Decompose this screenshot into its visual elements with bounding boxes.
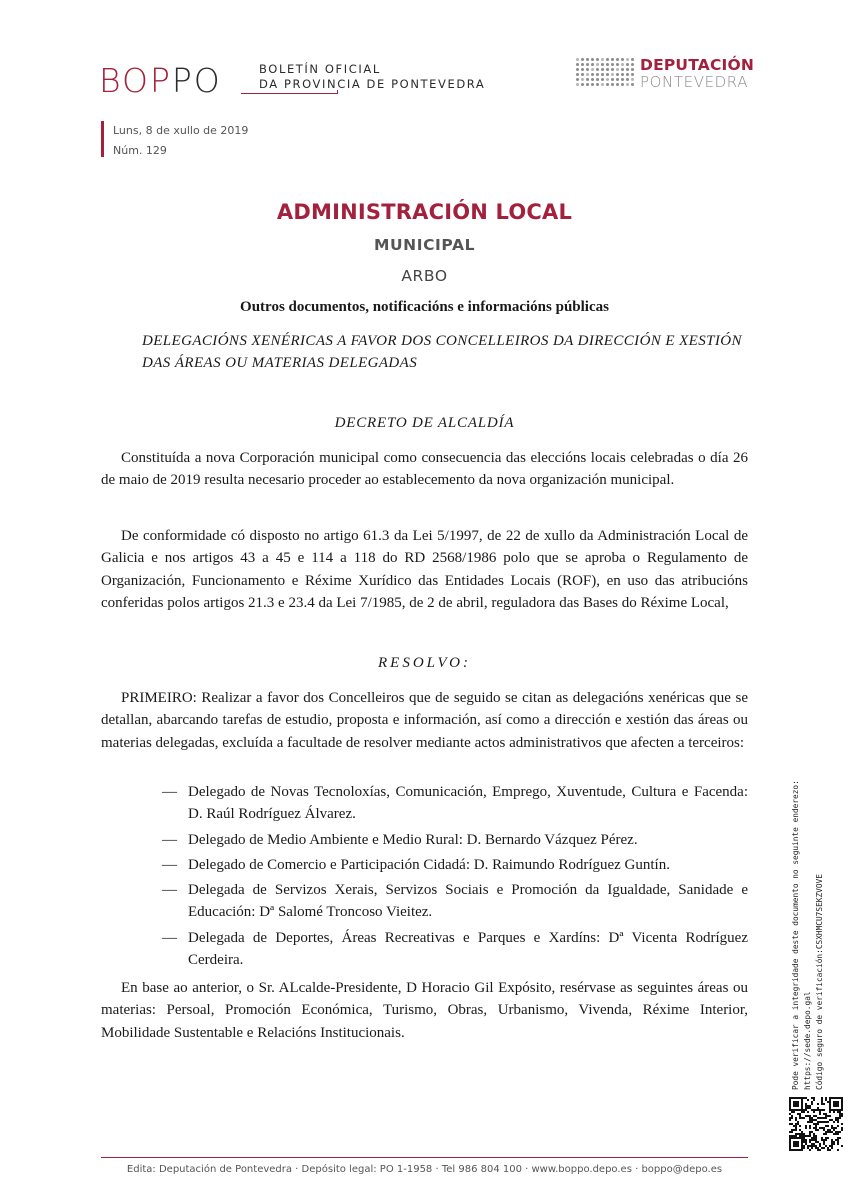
dash-marker: — — [162, 784, 177, 800]
dash-marker: — — [162, 831, 177, 848]
boppo-logo — [99, 60, 222, 100]
logo-dot — [616, 78, 619, 81]
logo-dot — [631, 83, 634, 86]
logo-bop-text: BOP — [99, 60, 172, 100]
logo-dot — [586, 83, 589, 86]
logo-dot — [576, 58, 579, 61]
logo-dot — [581, 83, 584, 86]
logo-dot — [591, 68, 594, 71]
issue-date: Luns, 8 de xullo de 2019 — [113, 124, 249, 137]
logo-dot — [626, 78, 629, 81]
logo-dot — [621, 63, 624, 66]
logo-dot — [601, 68, 604, 71]
logo-dot — [591, 58, 594, 61]
bulletin-line-2: DA PROVINCIA DE PONTEVEDRA — [259, 77, 486, 91]
logo-dot — [631, 78, 634, 81]
logo-dot — [606, 68, 609, 71]
paragraph-4: En base ao anterior, o Sr. ALcalde-Presidente, D Horacio Gil Expósito, resérvase as seguintes áreas ou materias: Persoal, Promoción Económica, Turismo, Obras, Urbanismo, Vivenda, Réxime Interior, Mobilidade Sustentable e Relacións Institucionais. — [101, 980, 748, 1041]
document-title-line-1: DELEGACIÓNS XENÉRICAS A FAVOR DOS CONCELLEIROS DA DIRECCIÓN E XESTIÓN — [142, 333, 742, 349]
logo-dot — [631, 68, 634, 71]
logo-dot — [631, 63, 634, 66]
verification-url[interactable]: https://sede.depo.gal — [803, 991, 812, 1090]
list-item — [162, 829, 748, 851]
logo-dot — [616, 58, 619, 61]
logo-dot — [621, 68, 624, 71]
logo-dot — [611, 83, 614, 86]
logo-dot — [611, 58, 614, 61]
logo-dot — [631, 58, 634, 61]
logo-dot — [586, 58, 589, 61]
delegate-text: Delegada de Deportes, Áreas Recreativas e Parques e Xardíns: Dª Vicenta Rodríguez Cerdeira. — [188, 929, 748, 969]
dash-marker: — — [162, 929, 177, 946]
category-title: Outros documentos, notificacións e informacións públicas — [240, 299, 609, 315]
delegate-text: Delegado de Novas Tecnoloxías, Comunicación, Emprego, Xuventude, Cultura e Facenda: D. Raúl Rodríguez Álvarez. — [188, 784, 748, 823]
logo-dot — [601, 58, 604, 61]
logo-dot — [601, 73, 604, 76]
logo-dot — [596, 73, 599, 76]
logo-dot — [576, 63, 579, 66]
logo-dot — [596, 58, 599, 61]
logo-dot — [611, 63, 614, 66]
logo-dot — [581, 63, 584, 66]
footer-text: Edita: Deputación de Pontevedra · Depósito legal: PO 1-1958 · Tel 986 804 100 · www.boppo.depo.es · boppo@depo.es — [126, 1164, 723, 1175]
logo-dot — [576, 83, 579, 86]
footer-divider — [101, 1157, 748, 1158]
section-title: ADMINISTRACIÓN LOCAL — [276, 200, 573, 224]
logo-dot — [591, 83, 594, 86]
logo-dot — [591, 78, 594, 81]
bulletin-line-1: BOLETÍN OFICIAL — [259, 62, 381, 76]
municipality-title: ARBO — [401, 267, 448, 285]
verification-code: Código seguro de verificación:CSXHMCU7SEKZVOVE — [815, 874, 824, 1090]
logo-dot — [601, 78, 604, 81]
bulletin-name — [259, 62, 485, 92]
logo-dot — [586, 68, 589, 71]
logo-dot — [606, 63, 609, 66]
logo-dot — [586, 73, 589, 76]
logo-dot — [596, 83, 599, 86]
meta-accent-bar — [101, 121, 104, 157]
logo-dot — [616, 68, 619, 71]
logo-dot — [596, 78, 599, 81]
logo-dot — [611, 78, 614, 81]
delegate-text: Delegado de Comercio e Participación Cidadá: D. Raimundo Rodríguez Guntín. — [188, 856, 670, 873]
logo-dot — [581, 58, 584, 61]
logo-dot — [611, 68, 614, 71]
deputation-logo-icon — [576, 58, 634, 90]
decree-heading: DECRETO DE ALCALDÍA — [334, 415, 515, 431]
delegates-list — [162, 781, 748, 974]
list-item — [162, 927, 748, 972]
dash-marker: — — [162, 856, 177, 873]
logo-dot — [591, 73, 594, 76]
logo-dot — [581, 78, 584, 81]
delegate-text: Delegada de Servizos Xerais, Servizos Sociais e Promoción da Igualdade, Sanidade e Educación: Dª Salomé Troncoso Vieitez. — [188, 882, 748, 921]
logo-dot — [601, 83, 604, 86]
list-item — [162, 781, 748, 826]
logo-dot — [626, 73, 629, 76]
logo-dot — [621, 58, 624, 61]
logo-dot — [581, 68, 584, 71]
logo-dot — [616, 73, 619, 76]
verification-line-1: Pode verificar a integridade deste documento no seguinte enderezo: — [791, 780, 800, 1090]
logo-dot — [591, 63, 594, 66]
logo-dot — [621, 78, 624, 81]
logo-dot — [631, 73, 634, 76]
logo-dot — [576, 78, 579, 81]
logo-dot — [601, 63, 604, 66]
delegate-text: Delegado de Medio Ambiente e Medio Rural: D. Bernardo Vázquez Pérez. — [188, 831, 638, 848]
deputation-title: DEPUTACIÓN — [640, 56, 755, 74]
paragraph-1: Constituída a nova Corporación municipal como consecuencia das eleccións locais celebradas o día 26 de maio de 2019 resulta necesario proceder ao establecemento da nova organización municipal. — [101, 450, 748, 489]
qr-code-icon — [789, 1097, 843, 1151]
resolvo-heading: RESOLVO: — [378, 655, 471, 671]
issue-meta — [113, 121, 248, 161]
verification-text — [790, 780, 826, 1090]
issue-number: Núm. 129 — [113, 144, 167, 157]
document-title-line-2: DAS ÁREAS OU MATERIAS DELEGADAS — [142, 355, 418, 371]
logo-dot — [581, 73, 584, 76]
logo-dot — [606, 73, 609, 76]
logo-dot — [616, 83, 619, 86]
list-item — [162, 879, 748, 924]
logo-dot — [626, 83, 629, 86]
logo-dot — [586, 78, 589, 81]
logo-dot — [576, 73, 579, 76]
logo-dot — [621, 83, 624, 86]
document-title — [142, 330, 742, 374]
paragraph-2: De conformidade có disposto no artigo 61.3 da Lei 5/1997, de 22 de xullo da Administración Local de Galicia e nos artigos 43 a 45 e 114 a 118 do RD 2568/1986 polo que se aproba o Regulamento de Organización, Funcionamento e Réxime Xurídico das Entidades Locais (ROF), en uso das atribucións conferidas polos artigos 21.3 e 23.4 da Lei 7/1985, de 2 de abril, reguladora das Bases do Réxime Local, — [101, 528, 748, 611]
logo-dot — [626, 68, 629, 71]
logo-dot — [586, 63, 589, 66]
logo-dot — [626, 63, 629, 66]
logo-dot — [611, 73, 614, 76]
logo-dot — [626, 58, 629, 61]
logo-po-text: PO — [171, 60, 222, 100]
subsection-title: MUNICIPAL — [373, 236, 476, 254]
logo-dot — [621, 73, 624, 76]
logo-dot — [596, 63, 599, 66]
logo-dot — [606, 83, 609, 86]
deputation-subtitle: PONTEVEDRA — [640, 73, 749, 91]
list-item — [162, 854, 748, 876]
paragraph-3: PRIMEIRO: Realizar a favor dos Concelleiros que de seguido se citan as delegacións xenéricas que se detallan, abarcando tarefas de estudio, proposta e información, así como a dirección e xestión das áreas ou materias delegadas, excluída a facultade de resolver mediante actos administrativos que afecten a terceiros: — [101, 690, 748, 751]
logo-dot — [596, 68, 599, 71]
logo-dot — [606, 58, 609, 61]
logo-dot — [576, 68, 579, 71]
logo-dot — [606, 78, 609, 81]
dash-marker: — — [162, 882, 177, 899]
logo-dot — [616, 63, 619, 66]
